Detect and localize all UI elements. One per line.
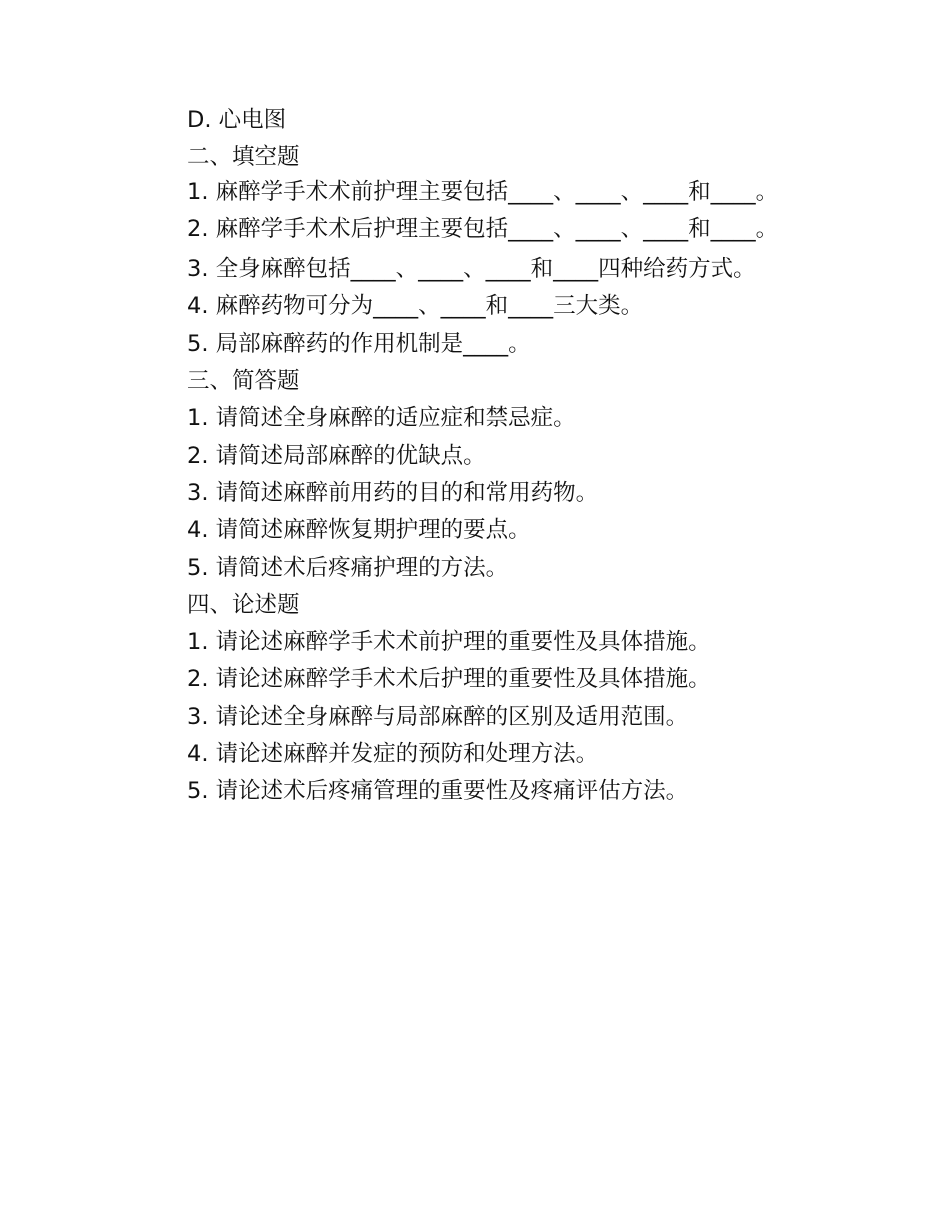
short-answer-question-3: 3. 请简述麻醉前用药的目的和常用药物。 bbox=[187, 479, 599, 506]
fill-in-question-4: 4. 麻醉药物可分为____、____和____三大类。 bbox=[187, 293, 644, 320]
short-answer-question-2: 2. 请简述局部麻醉的优缺点。 bbox=[187, 442, 486, 469]
essay-question-4: 4. 请论述麻醉并发症的预防和处理方法。 bbox=[187, 741, 599, 768]
document-body bbox=[140, 102, 790, 811]
section-heading-fill-in: 二、填空题 bbox=[187, 144, 300, 171]
essay-question-2: 2. 请论述麻醉学手术术后护理的重要性及具体措施。 bbox=[187, 666, 711, 693]
section-heading-short-answer: 三、简答题 bbox=[187, 368, 300, 395]
fill-in-question-3: 3. 全身麻醉包括____、____、____和____四种给药方式。 bbox=[187, 256, 756, 283]
essay-question-1: 1. 请论述麻醉学手术术前护理的重要性及具体措施。 bbox=[187, 629, 711, 656]
section-heading-essay: 四、论述题 bbox=[187, 591, 300, 618]
fill-in-question-1: 1. 麻醉学手术术前护理主要包括____、____、____和____。 bbox=[187, 178, 779, 205]
short-answer-question-1: 1. 请简述全身麻醉的适应症和禁忌症。 bbox=[187, 405, 576, 432]
essay-question-3: 3. 请论述全身麻醉与局部麻醉的区别及适用范围。 bbox=[187, 703, 689, 730]
short-answer-question-5: 5. 请简述术后疼痛护理的方法。 bbox=[187, 554, 509, 581]
short-answer-question-4: 4. 请简述麻醉恢复期护理的要点。 bbox=[187, 517, 531, 544]
fill-in-question-5: 5. 局部麻醉药的作用机制是____。 bbox=[187, 330, 531, 357]
option-d-line: D. 心电图 bbox=[187, 107, 287, 133]
essay-question-5: 5. 请论述术后疼痛管理的重要性及疼痛评估方法。 bbox=[187, 778, 689, 805]
fill-in-question-2: 2. 麻醉学手术术后护理主要包括____、____、____和____。 bbox=[187, 215, 779, 242]
